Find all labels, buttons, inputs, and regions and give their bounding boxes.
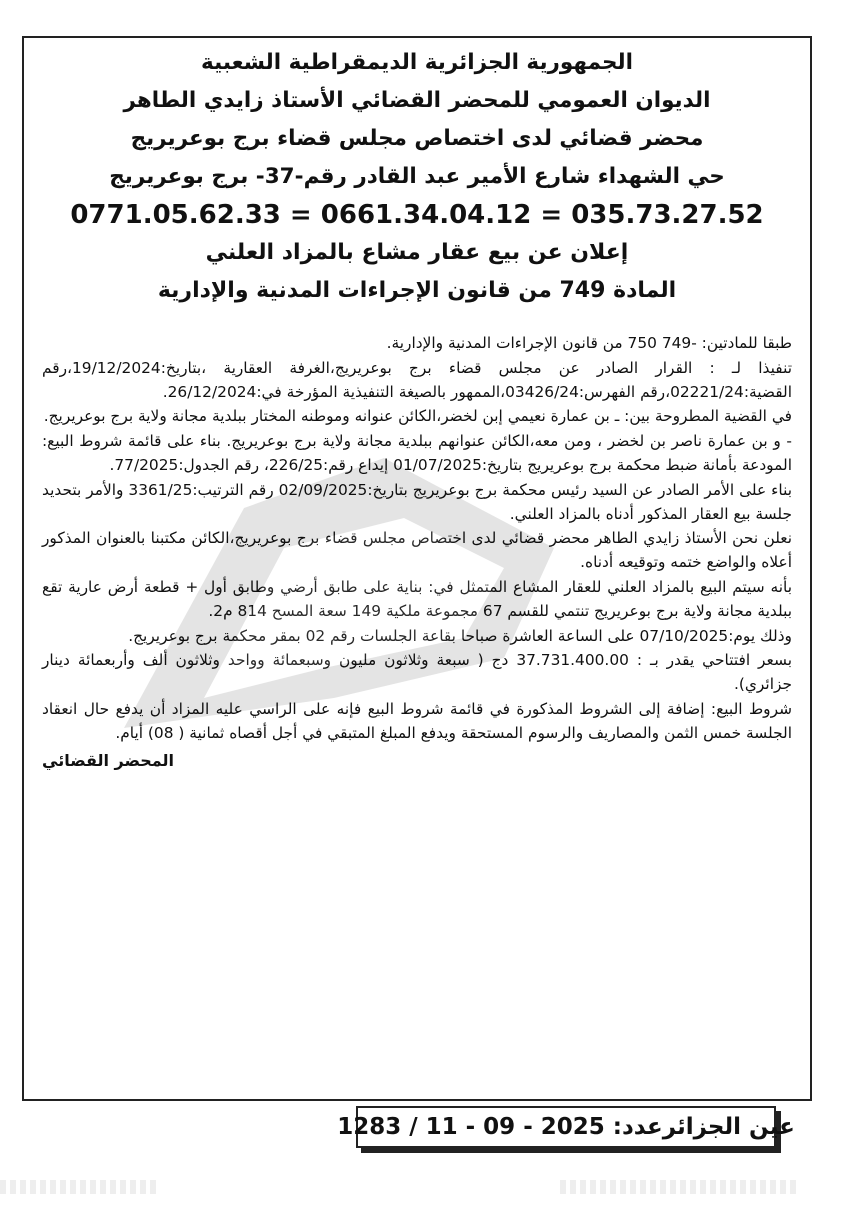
paragraph-conditions-list: - و بن عمارة ناصر بن لخضر ، ومن معه،الكائن عنوانهم ببلدية مجانة ولاية برج بوعريريج. بناء على قائمة شروط البيع: المودعة بأمانة ضبط محكمة برج بوعريريج بتاريخ:01/07/2025 إيداع رقم:226/25، رقم الجدول:77/2025. [42, 432, 792, 474]
signature: المحضر القضائي [42, 750, 175, 770]
paragraph-parties: في القضية المطروحة بين: ـ بن عمارة نعيمي إبن لخضر،الكائن عنوانه وموطنه المختار ببلدية مجانة ولاية برج بوعريريج. [43, 407, 792, 426]
announcement-legal-article: المادة 749 من قانون الإجراءات المدنية والإدارية [157, 278, 677, 303]
paragraph-execution: تنفيذا لـ : القرار الصادر عن مجلس قضاء برج بوعريريج،الغرفة العقارية ،بتاريخ:19/12/2024،رقم القضية:02221/24،رقم الفهرس:03426/24،الممهور بالصيغة التنفيذية المؤرخة في:26/12/2024. [42, 358, 792, 401]
announcement-frame [22, 36, 812, 1101]
header [24, 38, 810, 310]
office-name: الديوان العمومي للمحضر القضائي الأستاذ زايدي الطاهر [123, 88, 711, 113]
issue-label: عين الجزائرعدد: [612, 1114, 795, 1140]
newspaper-issue-box [337, 1106, 795, 1148]
paragraph-order: بناء على الأمر الصادر عن السيد رئيس محكمة برج بوعريريج بتاريخ:02/09/2025 رقم الترتيب:3361/25 والأمر بتحديد جلسة بيع العقار المذكور أدناه بالمزاد العلني. [42, 480, 792, 523]
scan-artifact [560, 1180, 800, 1194]
republic-name: الجمهورية الجزائرية الديمقراطية الشعبية [201, 50, 633, 75]
paragraph-legal-basis: طبقا للمادتين: -749 750 من قانون الإجراءات المدنية والإدارية. [386, 334, 792, 352]
announcement-body [24, 310, 810, 774]
paragraph-price: بسعر افتتاحي يقدر بـ : 37.731.400.00 دج ( سبعة وثلاثون مليون وسبعمائة وواحد وثلاثون ألف وأربعمائة دينار جزائري). [42, 651, 792, 694]
paragraph-sale-terms: شروط البيع: إضافة إلى الشروط المذكورة في قائمة شروط البيع فإنه على الراسي عليه المزاد أن يدفع حال انعقاد الجلسة خمس الثمن والمصاريف والرسوم المستحقة ويدفع المبلغ المتبقي في أجل أقصاه ثمانية ( 08) أيام. [42, 699, 792, 742]
announcement-title: إعلان عن بيع عقار مشاع بالمزاد العلني [205, 240, 629, 265]
paragraph-announcement: نعلن نحن الأستاذ زايدي الطاهر محضر قضائي لدى اختصاص مجلس قضاء برج بوعريريج،الكائن مكتبنا بالعنوان المذكور أعلاه والواضع ختمه وتوقيعه أدناه. [42, 529, 792, 572]
paragraph-property: بأنه سيتم البيع بالمزاد العلني للعقار المشاع المتمثل في: بناية على طابق أرضي وطابق أول + قطعة أرض عارية تقع ببلدية مجانة ولاية برج بوعريريج تنتمي للقسم 67 مجموعة ملكية 149 سعة المسح 814 م2. [42, 577, 792, 620]
scan-artifact [0, 1180, 160, 1194]
office-jurisdiction: محضر قضائي لدى اختصاص مجلس قضاء برج بوعريريج [130, 126, 704, 151]
office-address: حي الشهداء شارع الأمير عبد القادر رقم-37- برج بوعريريج [109, 164, 725, 189]
issue-number: 1283 / 11 - 09 - 2025 [337, 1114, 605, 1140]
phone-numbers: 0771.05.62.33 = 0661.34.04.12 = 035.73.27.52 [70, 200, 764, 230]
paragraph-date: وذلك يوم:07/10/2025 على الساعة العاشرة صباحا بقاعة الجلسات رقم 02 بمقر محكمة برج بوعريريج. [128, 626, 792, 645]
